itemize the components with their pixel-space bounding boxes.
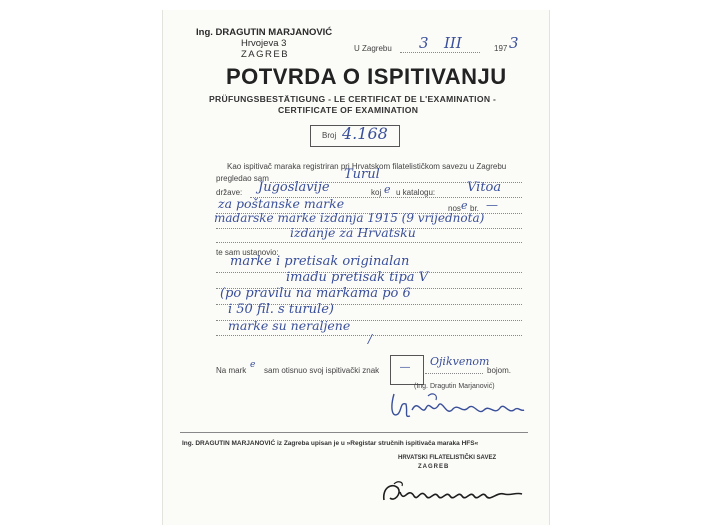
organisation-signature [380,476,530,510]
bearing-label: nos [448,204,461,213]
stamps-line-2: madarske marke izdanja 1915 (9 vrijednota) [214,211,485,225]
sender-name: Ing. DRAGUTIN MARJANOVIĆ [196,27,333,38]
finding-2: imadu pretisak tipa V [286,270,429,285]
number-label: Broj [322,131,337,140]
ink-colour-value: Ojikvenom [430,355,490,368]
findings-label: te sam ustanovio: [216,248,279,257]
footer-divider [180,432,528,433]
examined-value: Turul [344,167,380,182]
finding-3: (po pravilu na markama po 6 [220,286,411,301]
date-day: 3 [419,34,429,52]
organisation-name: HRVATSKI FILATELISTIČKI SAVEZ [398,455,497,461]
intro-text: Kao ispitivač maraka registriran pri Hrvatskom filatelističkom savezu u Zagrebu [227,162,507,171]
stamps-line-3: izdanje za Hrvatsku [290,225,416,240]
stamp-on-label: Na mark [216,366,247,375]
stamps-line-1: za poštanske marke [218,196,345,211]
catalogue-value: Vitoa [467,180,502,195]
stamp-text-label: sam otisnuo svoj ispitivački znak [264,366,380,375]
examined-label: pregledao sam [216,174,269,183]
document-title: POTVRDA O ISPITIVANJU [226,64,507,89]
date-place-label: U Zagrebu [354,44,392,53]
nr-label: br. [470,204,479,213]
finding-4: i 50 fil. s turule) [228,302,334,317]
finding-5: marke su neraljene [228,318,351,333]
date-year-prefix: 197 [494,44,508,53]
date-month: III [444,34,462,52]
examiner-mark: — [400,362,410,373]
subtitle-line-2: CERTIFICATE OF EXAMINATION [278,105,419,115]
which-label: koj [371,188,382,197]
finding-1: marke i pretisak originalan [230,254,410,269]
number-value: 4.168 [342,124,388,143]
country-label: države: [216,188,243,197]
finding-6: / [368,332,373,346]
bearing-value: e [461,199,468,212]
ink-label: bojom. [487,366,512,375]
signature-caption: (Ing. Dragutin Marjanović) [414,383,495,390]
date-year-suffix: 3 [509,34,519,52]
examiner-signature [388,388,528,428]
subtitle-line-1: PRÜFUNGSBESTÄTIGUNG - LE CERTIFICAT DE L'EXAMINATION - [209,94,497,104]
date-dotted-line [400,52,480,53]
sender-street: Hrvojeva 3 [241,38,287,49]
nr-value: — [486,198,498,212]
stamp-on-value: e [250,360,256,370]
catalogue-label: u katalogu: [396,188,436,197]
country-value: Jugoslavije [258,180,330,195]
organisation-city: ZAGREB [418,464,450,470]
register-line: Ing. DRAGUTIN MARJANOVIĆ iz Zagreba upisan je u »Registar stručnih ispitivača maraka HFS« [182,440,479,447]
stamps-line-3-rule [216,242,522,243]
sender-city: ZAGREB [241,49,290,60]
which-value: e [384,183,391,196]
ink-colour-line [425,373,483,374]
